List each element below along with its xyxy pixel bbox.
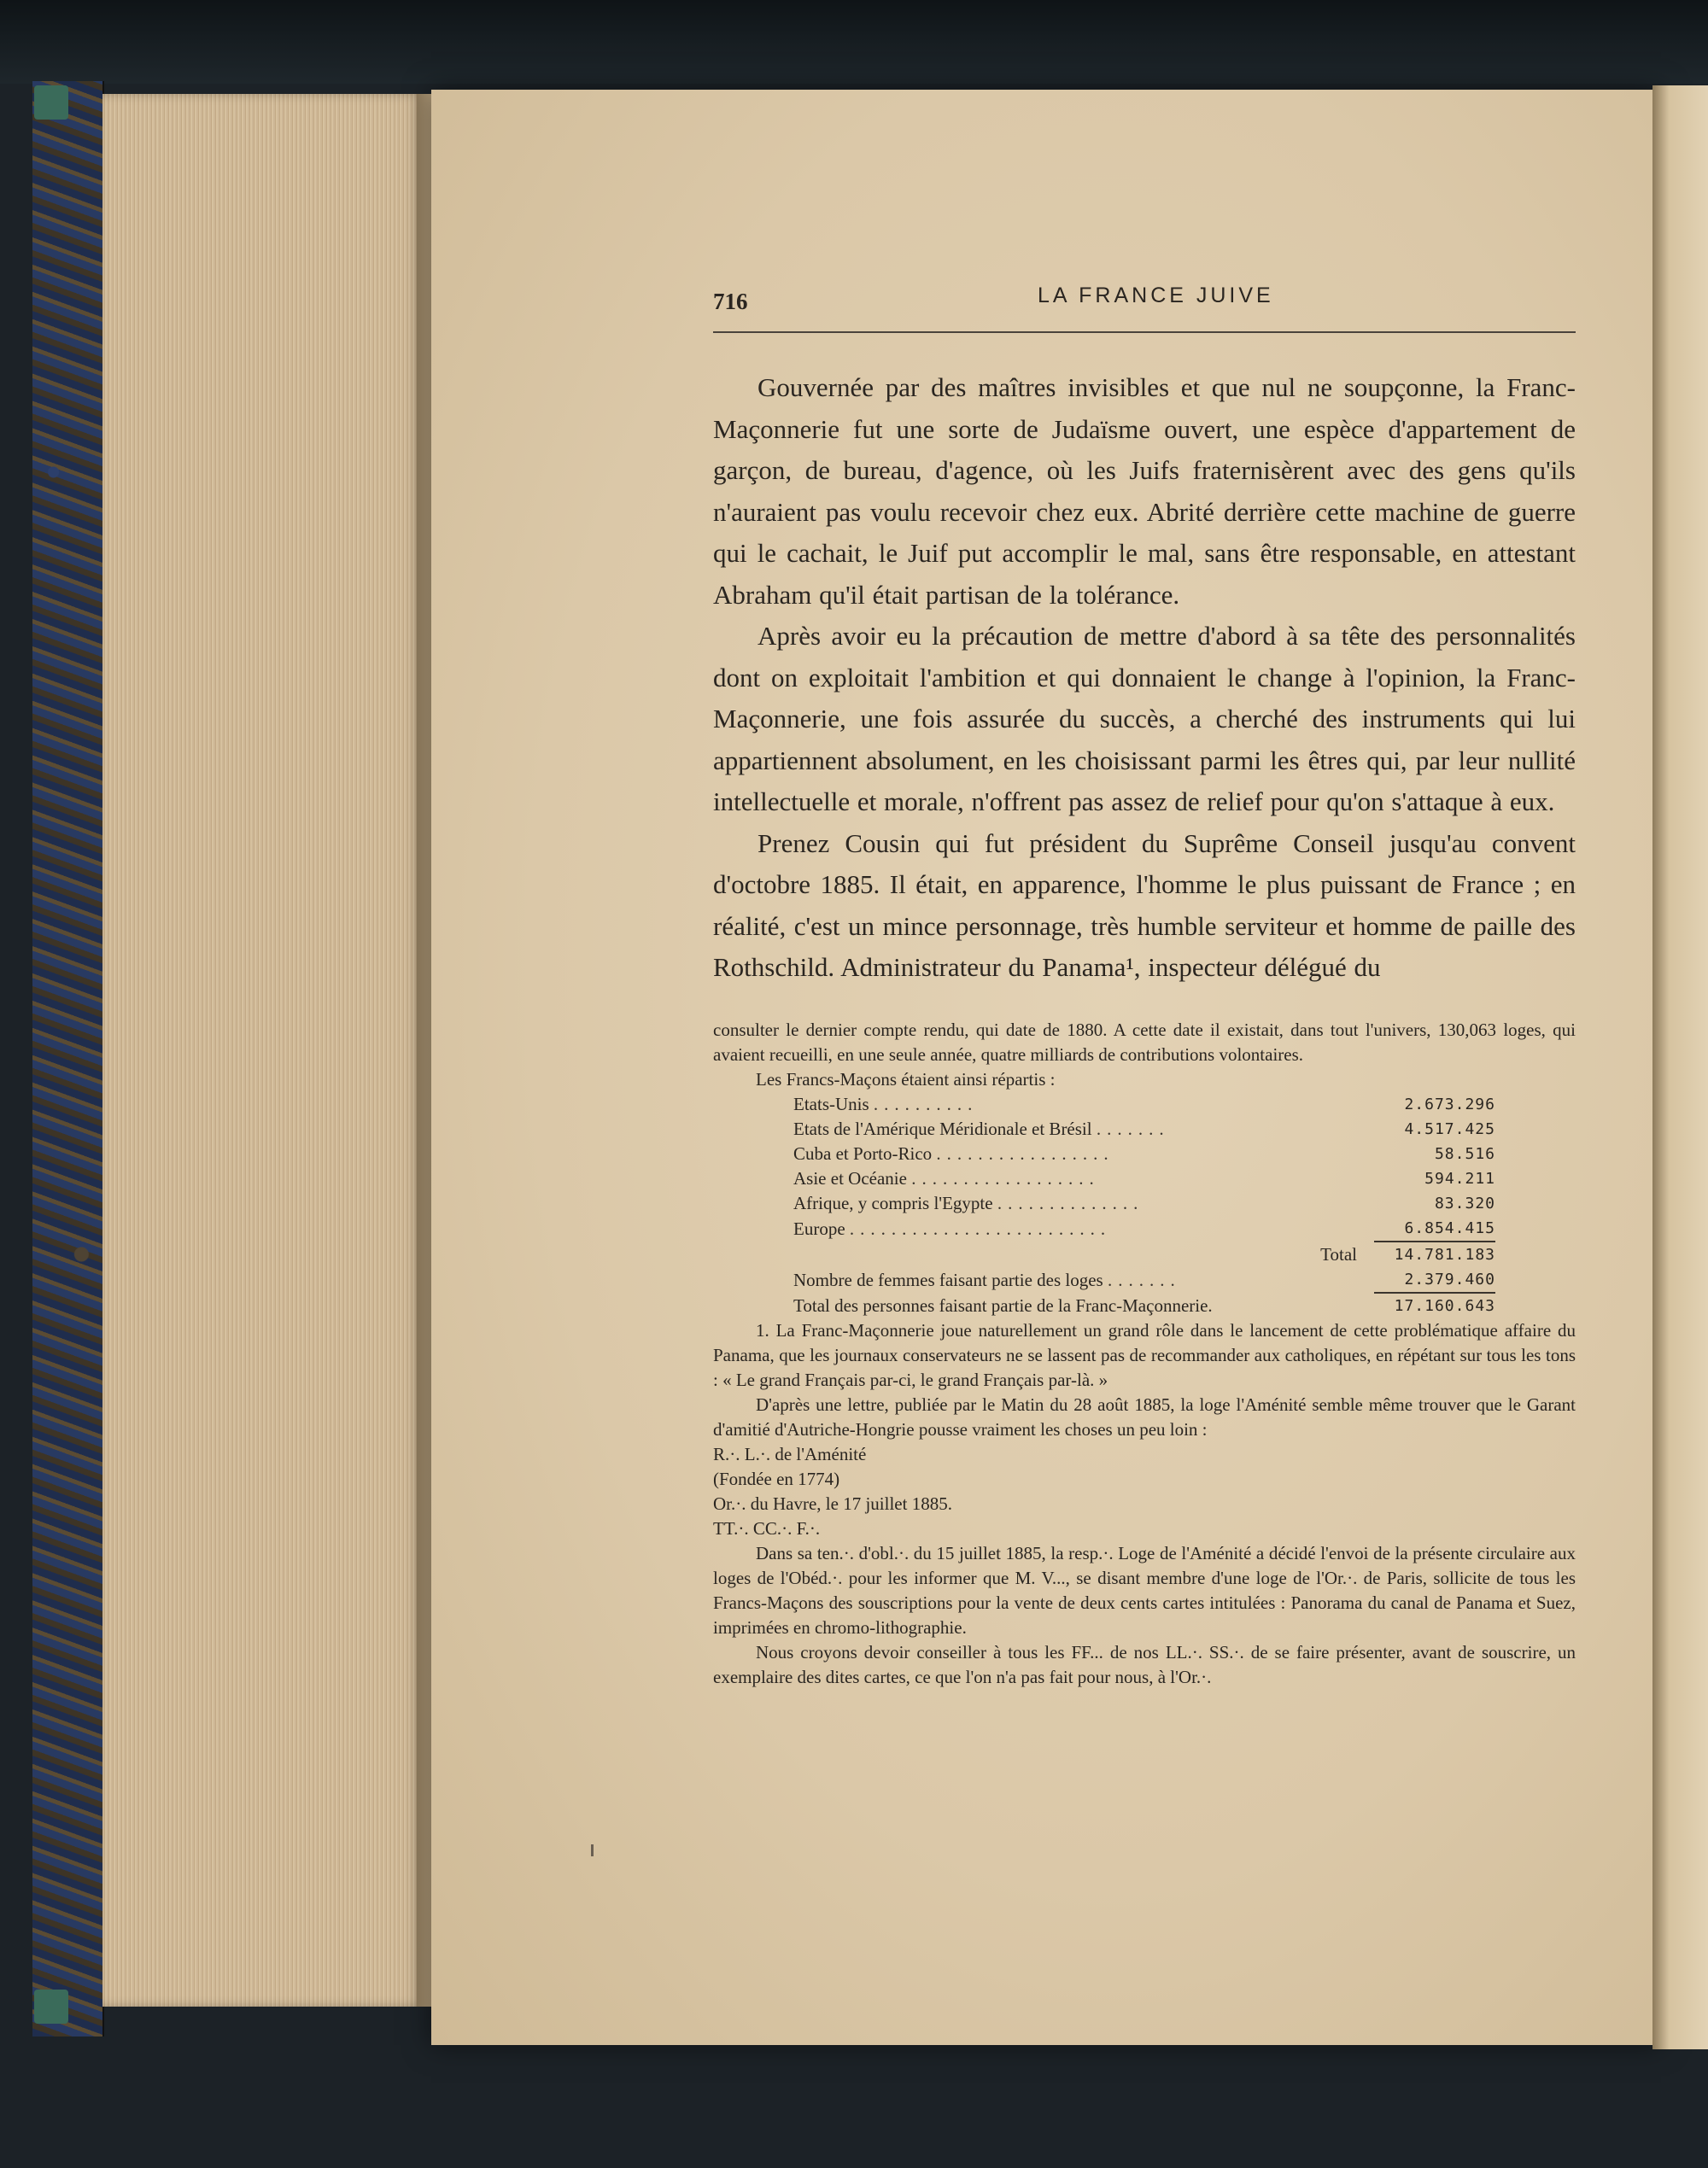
region-label: Etats-Unis	[793, 1093, 869, 1114]
book-corner-top	[34, 85, 68, 120]
region-value: 6.854.415	[1404, 1218, 1495, 1237]
region-label: Cuba et Porto-Rico	[793, 1142, 933, 1164]
table-row-grand-total	[793, 1293, 1495, 1318]
leader-dots: .......	[1096, 1118, 1170, 1139]
freemason-stats-table	[793, 1092, 1495, 1318]
page-header	[713, 280, 1576, 333]
footnotes	[713, 1018, 1576, 1690]
leader-dots: .................	[936, 1142, 1114, 1164]
letter-place-date: Or.·. du Havre, le 17 juillet 1885.	[713, 1493, 952, 1514]
letter-body: Nous croyons devoir conseiller à tous les FF... de nos LL.·. SS.·. de se faire présenter, avant de souscrire, un exemplaire des dites cartes, ce que l'on n'a pas fait pour nous, à l'Or.·.	[713, 1641, 1576, 1687]
next-page-edge	[1652, 85, 1708, 2049]
table-row	[793, 1191, 1495, 1216]
footnote-continuation: consulter le dernier compte rendu, qui date de 1880. A cette date il existait, dans tout l'univers, 130,063 loges, qui avaient recueilli, en une seule année, quatre milliards de contributions volontaires.	[713, 1019, 1576, 1065]
region-label: Europe	[793, 1218, 845, 1239]
letter-body: Dans sa ten.·. d'obl.·. du 15 juillet 1885, la resp.·. Loge de l'Aménité a décidé l'envoi de la présente circulaire aux loges de l'Obéd.·. pour les informer que M. V..., se disant membre d'une loge de l'Or.·. de Paris, sollicite de tous les Francs-Maçons des souscriptions pour la vente de deux cents cartes intitulées : Panorama du canal de Panama et Suez, imprimées en chromo-lithographie.	[713, 1542, 1576, 1638]
letter-intro: D'après une lettre, publiée par le Matin du 28 août 1885, la loge l'Aménité semble même trouver que le Garant d'amitié d'Autriche-Hongrie pousse vraiment les choses un peu loin :	[713, 1394, 1576, 1440]
table-row	[793, 1216, 1495, 1242]
paragraph: Gouvernée par des maîtres invisibles et que nul ne soupçonne, la Franc-Maçonnerie fut une sorte de Judaïsme ouvert, une espèce d'appartement de garçon, de bureau, d'agence, où les Juifs fraternisèrent avec des gens qu'ils n'auraient pas voulu recevoir chez eux. Abrité derrière cette machine de guerre qui le cachait, le Juif put accomplir le mal, sans être responsable, en attestant Abraham qu'il était partisan de la tolérance.	[713, 372, 1576, 610]
letter-salutation: TT.·. CC.·. F.·.	[713, 1517, 821, 1539]
page-number: 716	[713, 289, 748, 314]
leader-dots: ..........	[873, 1093, 979, 1114]
region-value: 2.673.296	[1404, 1095, 1495, 1113]
grand-total-value: 17.160.643	[1374, 1293, 1495, 1318]
table-row-women	[793, 1267, 1495, 1293]
region-label: Asie et Océanie	[793, 1167, 907, 1189]
footnote-1: 1. La Franc-Maçonnerie joue naturellement un grand rôle dans le lancement de cette problématique affaire du Panama, que les journaux conservateurs ne se lassent pas de recommander aux catholiques, en répétant sur tous les tons : « Le grand Français par-ci, le grand Français par-là. »	[713, 1319, 1576, 1390]
running-title: LA FRANCE JUIVE	[1038, 283, 1274, 307]
women-value: 2.379.460	[1404, 1270, 1495, 1289]
region-value: 58.516	[1434, 1144, 1495, 1163]
page-edges	[102, 94, 423, 2007]
paragraph: Prenez Cousin qui fut président du Suprême Conseil jusqu'au convent d'octobre 1885. Il était, en apparence, l'homme le plus puissant de France ; en réalité, c'est un mince personnage, très humble serviteur et homme de paille des Rothschild. Administrateur du Panama¹, inspecteur délégué du	[713, 827, 1576, 982]
table-row	[793, 1142, 1495, 1166]
total-value: 14.781.183	[1374, 1242, 1495, 1267]
page-text-area	[713, 280, 1576, 1690]
leader-dots: .......	[1107, 1269, 1181, 1290]
region-value: 4.517.425	[1404, 1119, 1495, 1138]
paragraph: Après avoir eu la précaution de mettre d'abord à sa tête des personnalités dont on exploitait l'ambition et qui donnaient le change à l'opinion, la Franc-Maçonnerie, une fois assurée du succès, a cherché des instruments qui lui appartiennent absolument, en les choisissant parmi les êtres qui, par leur nullité intellectuelle et morale, n'offrent pas assez de relief pour qu'on s'attaque à eux.	[713, 621, 1576, 816]
letter-lodge: R.·. L.·. de l'Aménité	[713, 1443, 867, 1464]
stats-title: Les Francs-Maçons étaient ainsi répartis :	[756, 1068, 1056, 1090]
leader-dots: .........................	[849, 1218, 1112, 1239]
table-row-total	[793, 1242, 1495, 1267]
region-value: 83.320	[1434, 1194, 1495, 1213]
women-label: Nombre de femmes faisant partie des loges	[793, 1269, 1103, 1290]
leader-dots: ..................	[911, 1167, 1100, 1189]
table-row	[793, 1166, 1495, 1191]
grand-total-label: Total des personnes faisant partie de la Franc-Maçonnerie.	[793, 1294, 1213, 1316]
region-value: 594.211	[1424, 1169, 1495, 1188]
book-board-top	[0, 0, 1708, 84]
main-text	[713, 367, 1576, 989]
book-corner-bottom	[34, 1990, 68, 2024]
letter-founded: (Fondée en 1774)	[713, 1468, 840, 1489]
region-label: Afrique, y compris l'Egypte	[793, 1192, 993, 1213]
table-row	[793, 1092, 1495, 1117]
table-row	[793, 1117, 1495, 1142]
page-mark	[591, 1844, 594, 1856]
total-label: Total	[1320, 1243, 1357, 1265]
leader-dots: ..............	[997, 1192, 1144, 1213]
book-spine	[32, 81, 104, 2037]
region-label: Etats de l'Amérique Méridionale et Brésil	[793, 1118, 1092, 1139]
